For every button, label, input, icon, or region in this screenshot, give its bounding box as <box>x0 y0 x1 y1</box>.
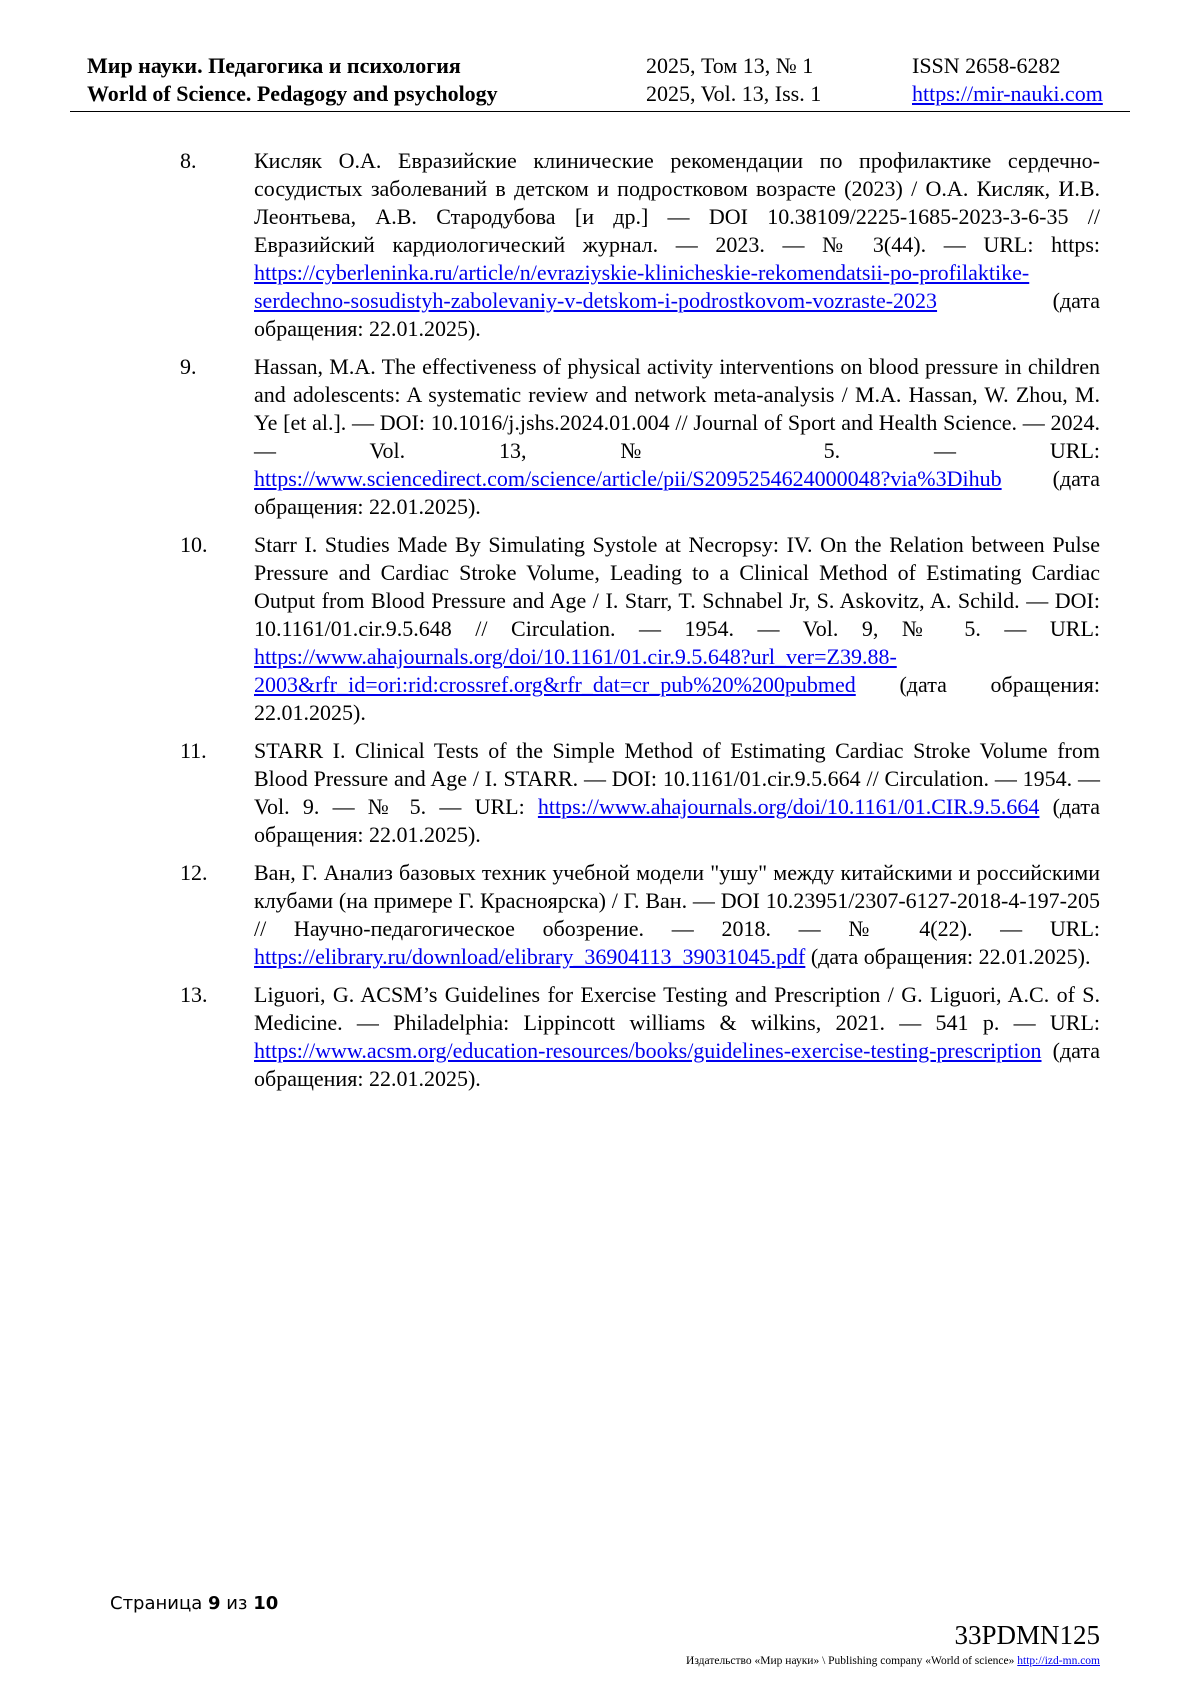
page-header <box>87 52 1127 108</box>
reference-url-link[interactable]: https://www.ahajournals.org/doi/10.1161/01.CIR.9.5.664 <box>537 794 1040 819</box>
reference-number: 10. <box>180 532 208 557</box>
reference-text <box>254 353 1100 521</box>
reference-item <box>180 353 1100 521</box>
reference-access-date: (дата обращения: 22.01.2025). <box>254 794 1100 847</box>
reference-text <box>254 981 1100 1093</box>
journal-title-ru: Мир науки. Педагогика и психология <box>87 53 461 78</box>
journal-site-link[interactable]: https://mir-nauki.com <box>912 81 1103 106</box>
reference-url-link[interactable]: https://elibrary.ru/download/elibrary_36904113_39031045.pdf <box>254 944 806 969</box>
publisher-line <box>686 1655 1100 1667</box>
reference-item <box>180 859 1100 971</box>
reference-citation: Hassan, M.A. The effectiveness of physical activity interventions on blood pressure in children and adolescents: A systematic review and network meta-analysis / M.A. Hassan, W. Zhou, M. Ye [et al.]. — DOI: 10.1016/j.jshs.2024.01.004 // Journal of Sport and Health Science. — 2024. — Vol. 13, № 5. — URL: <box>254 354 1100 463</box>
reference-url-link[interactable]: https://www.sciencedirect.com/science/article/pii/S2095254624000048?via%3Dihub <box>254 466 1002 491</box>
reference-text <box>254 147 1100 343</box>
reference-item <box>180 981 1100 1093</box>
reference-number: 13. <box>180 982 208 1007</box>
page-total: 10 <box>253 1593 279 1614</box>
header-row-en <box>87 80 1127 108</box>
reference-item <box>180 531 1100 727</box>
reference-citation: STARR I. Clinical Tests of the Simple Method of Estimating Cardiac Stroke Volume from Blood Pressure and Age / I. STARR. — DOI: 10.1161/01.cir.9.5.664 // Circulation. — 1954. — Vol. 9. — № 5. — URL: <box>254 738 1100 819</box>
issue-info-ru: 2025, Том 13, № 1 <box>646 53 814 78</box>
reference-citation: Liguori, G. ACSM’s Guidelines for Exercise Testing and Prescription / G. Liguori, A.C. of S. Medicine. — Philadelphia: Lippincott williams & wilkins, 2021. — 541 p. — URL: <box>254 982 1100 1035</box>
article-code: 33PDMN125 <box>954 1620 1100 1650</box>
reference-url-link[interactable]: https://www.acsm.org/education-resources/books/guidelines-exercise-testing-prescription <box>254 1038 1042 1063</box>
reference-citation: Starr I. Studies Made By Simulating Systole at Necropsy: IV. On the Relation between Pulse Pressure and Cardiac Stroke Volume, Leading to a Clinical Method of Estimating Cardiac Output from Blood Pressure and Age / I. Starr, T. Schnabel Jr, S. Askovitz, A. Schild. — DOI: 10.1161/01.cir.9.5.648 // Circulation. — 1954. — Vol. 9, № 5. — URL: <box>254 532 1100 641</box>
issue-info-en: 2025, Vol. 13, Iss. 1 <box>646 81 822 106</box>
page-number <box>110 1593 278 1614</box>
reference-item <box>180 147 1100 343</box>
page-prefix: Страница <box>110 1593 208 1614</box>
reference-number: 8. <box>180 148 197 173</box>
reference-citation: Кисляк О.А. Евразийские клинические рекомендации по профилактике сердечно-сосудистых заболеваний в детском и подростковом возрасте (2023) / О.А. Кисляк, И.В. Леонтьева, А.В. Стародубова [и др.] — DOI 10.38109/2225-1685-2023-3-6-35 // Евразийский кардиологический журнал. — 2023. — № 3(44). — URL: https: <box>254 148 1100 257</box>
issn: ISSN 2658-6282 <box>912 53 1061 78</box>
page-of: из <box>220 1593 254 1614</box>
reference-access-date: (дата обращения: 22.01.2025). <box>254 672 1100 725</box>
reference-access-date: (дата обращения: 22.01.2025). <box>254 1038 1100 1091</box>
reference-url-link[interactable]: https://www.ahajournals.org/doi/10.1161/01.cir.9.5.648?url_ver=Z39.88-2003&rfr_id=ori:rid:crossref.org&rfr_dat=cr_pub%20%200pubmed <box>254 644 897 697</box>
reference-number: 12. <box>180 860 208 885</box>
reference-text <box>254 859 1100 971</box>
reference-citation: Ван, Г. Анализ базовых техник учебной модели "ушу" между китайскими и российскими клубами (на примере Г. Красноярска) / Г. Ван. — DOI 10.23951/2307-6127-2018-4-197-205 // Научно-педагогическое обозрение. — 2018. — № 4(22). — URL: <box>254 860 1100 941</box>
page-current: 9 <box>207 1593 221 1614</box>
reference-number: 11. <box>180 738 207 763</box>
publisher-url-link[interactable]: http://izd-mn.com <box>1017 1655 1100 1667</box>
publisher-text: Издательство «Мир науки» \ Publishing company «World of science» <box>686 1655 1018 1667</box>
header-row-ru <box>87 52 1127 80</box>
reference-text <box>254 737 1100 849</box>
header-divider <box>70 111 1130 112</box>
reference-url-link[interactable]: https://cyberleninka.ru/article/n/evraziyskie-klinicheskie-rekomendatsii-po-profilaktike-serdechno-sosudistyh-zabolevaniy-v-detskom-i-podrostkovom-vozraste-2023 <box>254 260 1030 313</box>
reference-text <box>254 531 1100 727</box>
journal-title-en: World of Science. Pedagogy and psychology <box>87 81 498 106</box>
reference-access-date: (дата обращения: 22.01.2025). <box>254 288 1100 341</box>
reference-access-date: (дата обращения: 22.01.2025). <box>805 944 1091 969</box>
reference-number: 9. <box>180 354 197 379</box>
reference-list <box>180 147 1100 1103</box>
reference-access-date: (дата обращения: 22.01.2025). <box>254 466 1100 519</box>
reference-item <box>180 737 1100 849</box>
